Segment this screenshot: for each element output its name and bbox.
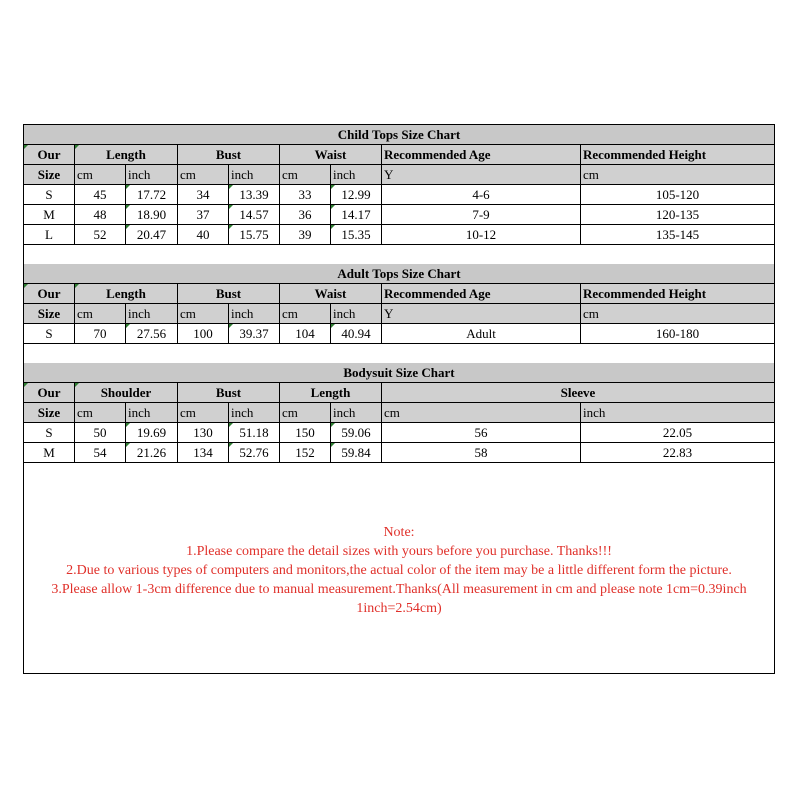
value-cell: 56	[382, 423, 581, 443]
adult-unit-cm: cm	[581, 304, 774, 324]
bodysuit-header-row-1	[24, 383, 774, 403]
adult-header-bust: Bust	[178, 284, 280, 304]
bodysuit-header-shoulder: Shoulder	[75, 383, 178, 403]
value-cell: 33	[280, 185, 331, 205]
value-cell: 58	[382, 443, 581, 463]
table-row	[24, 423, 774, 443]
value-cell: 40.94	[331, 324, 382, 344]
child-header-height: Recommended Height	[581, 145, 774, 165]
bodysuit-unit-cm: cm	[75, 403, 126, 423]
size-cell: S	[24, 185, 75, 205]
value-cell: 12.99	[331, 185, 382, 205]
value-cell: 59.84	[331, 443, 382, 463]
bodysuit-unit-cm: cm	[280, 403, 331, 423]
value-cell: 39	[280, 225, 331, 245]
child-unit-cm: cm	[178, 165, 229, 185]
value-cell: 15.35	[331, 225, 382, 245]
size-chart-sheet	[23, 124, 775, 674]
size-cell: L	[24, 225, 75, 245]
value-cell: 59.06	[331, 423, 382, 443]
child-chart-title-row	[24, 125, 774, 145]
value-cell: 21.26	[126, 443, 178, 463]
adult-unit-cm: cm	[178, 304, 229, 324]
bodysuit-unit-cm: cm	[178, 403, 229, 423]
value-cell: 36	[280, 205, 331, 225]
table-row	[24, 185, 774, 205]
value-cell: 152	[280, 443, 331, 463]
note-line-1: 1.Please compare the detail sizes with yours before you purchase. Thanks!!!	[186, 544, 612, 559]
value-cell: 14.17	[331, 205, 382, 225]
value-cell: 10-12	[382, 225, 581, 245]
child-header-waist: Waist	[280, 145, 382, 165]
value-cell: 48	[75, 205, 126, 225]
value-cell: 22.05	[581, 423, 774, 443]
value-cell: 17.72	[126, 185, 178, 205]
table-row	[24, 324, 774, 344]
child-header-row-1	[24, 145, 774, 165]
bodysuit-unit-inch: inch	[126, 403, 178, 423]
notes-heading: Note:	[383, 525, 415, 540]
value-cell: 45	[75, 185, 126, 205]
child-unit-cm: cm	[280, 165, 331, 185]
value-cell: 70	[75, 324, 126, 344]
adult-unit-inch: inch	[331, 304, 382, 324]
adult-unit-inch: inch	[229, 304, 280, 324]
adult-unit-cm: cm	[280, 304, 331, 324]
value-cell: 135-145	[581, 225, 774, 245]
value-cell: 14.57	[229, 205, 280, 225]
child-header-length: Length	[75, 145, 178, 165]
bodysuit-header-length: Length	[280, 383, 382, 403]
value-cell: 34	[178, 185, 229, 205]
table-spacer	[24, 344, 774, 364]
table-row	[24, 225, 774, 245]
table-spacer	[24, 245, 774, 265]
adult-header-row-2	[24, 304, 774, 324]
child-unit-inch: inch	[126, 165, 178, 185]
child-unit-inch: inch	[331, 165, 382, 185]
size-cell: S	[24, 324, 75, 344]
bodysuit-unit-cm: cm	[382, 403, 581, 423]
adult-header-length: Length	[75, 284, 178, 304]
adult-unit-cm: cm	[75, 304, 126, 324]
bodysuit-header-our: Our	[24, 383, 75, 403]
child-chart-title: Child Tops Size Chart	[24, 125, 774, 145]
value-cell: 100	[178, 324, 229, 344]
child-header-age: Recommended Age	[382, 145, 581, 165]
bodysuit-unit-inch: inch	[581, 403, 774, 423]
bodysuit-header-sleeve: Sleeve	[382, 383, 774, 403]
bodysuit-unit-inch: inch	[331, 403, 382, 423]
value-cell: 7-9	[382, 205, 581, 225]
value-cell: 51.18	[229, 423, 280, 443]
adult-header-row-1	[24, 284, 774, 304]
value-cell: 104	[280, 324, 331, 344]
table-row	[24, 443, 774, 463]
adult-header-height: Recommended Height	[581, 284, 774, 304]
bodysuit-unit-inch: inch	[229, 403, 280, 423]
value-cell: 4-6	[382, 185, 581, 205]
adult-chart-title-row	[24, 264, 774, 284]
note-line-3: 3.Please allow 1-3cm difference due to manual measurement.Thanks(All measurement in cm and please note 1cm=0.39inch 1inch=2.54cm)	[51, 582, 747, 616]
notes-block	[24, 523, 774, 618]
child-unit-cm: cm	[581, 165, 774, 185]
adult-header-waist: Waist	[280, 284, 382, 304]
value-cell: 19.69	[126, 423, 178, 443]
value-cell: 22.83	[581, 443, 774, 463]
value-cell: 37	[178, 205, 229, 225]
child-header-row-2	[24, 165, 774, 185]
value-cell: 13.39	[229, 185, 280, 205]
size-cell: S	[24, 423, 75, 443]
size-cell: M	[24, 443, 75, 463]
value-cell: 160-180	[581, 324, 774, 344]
value-cell: 120-135	[581, 205, 774, 225]
child-header-our: Our	[24, 145, 75, 165]
value-cell: 39.37	[229, 324, 280, 344]
child-header-size: Size	[24, 165, 75, 185]
value-cell: 52.76	[229, 443, 280, 463]
adult-header-size: Size	[24, 304, 75, 324]
value-cell: 52	[75, 225, 126, 245]
child-header-bust: Bust	[178, 145, 280, 165]
value-cell: 18.90	[126, 205, 178, 225]
bodysuit-chart-title-row	[24, 363, 774, 383]
value-cell: 150	[280, 423, 331, 443]
value-cell: 130	[178, 423, 229, 443]
adult-chart-title: Adult Tops Size Chart	[24, 264, 774, 284]
table-row	[24, 205, 774, 225]
value-cell: 54	[75, 443, 126, 463]
adult-unit-inch: inch	[126, 304, 178, 324]
value-cell: 27.56	[126, 324, 178, 344]
size-cell: M	[24, 205, 75, 225]
value-cell: 105-120	[581, 185, 774, 205]
child-unit-cm: cm	[75, 165, 126, 185]
bodysuit-chart-title: Bodysuit Size Chart	[24, 363, 774, 383]
adult-header-age: Recommended Age	[382, 284, 581, 304]
bodysuit-header-bust: Bust	[178, 383, 280, 403]
bodysuit-header-size: Size	[24, 403, 75, 423]
adult-header-our: Our	[24, 284, 75, 304]
value-cell: 40	[178, 225, 229, 245]
child-unit-y: Y	[382, 165, 581, 185]
value-cell: 134	[178, 443, 229, 463]
value-cell: Adult	[382, 324, 581, 344]
value-cell: 50	[75, 423, 126, 443]
note-line-2: 2.Due to various types of computers and monitors,the actual color of the item may be a little different form the picture.	[66, 563, 732, 578]
child-unit-inch: inch	[229, 165, 280, 185]
bodysuit-header-row-2	[24, 403, 774, 423]
value-cell: 15.75	[229, 225, 280, 245]
adult-unit-y: Y	[382, 304, 581, 324]
value-cell: 20.47	[126, 225, 178, 245]
